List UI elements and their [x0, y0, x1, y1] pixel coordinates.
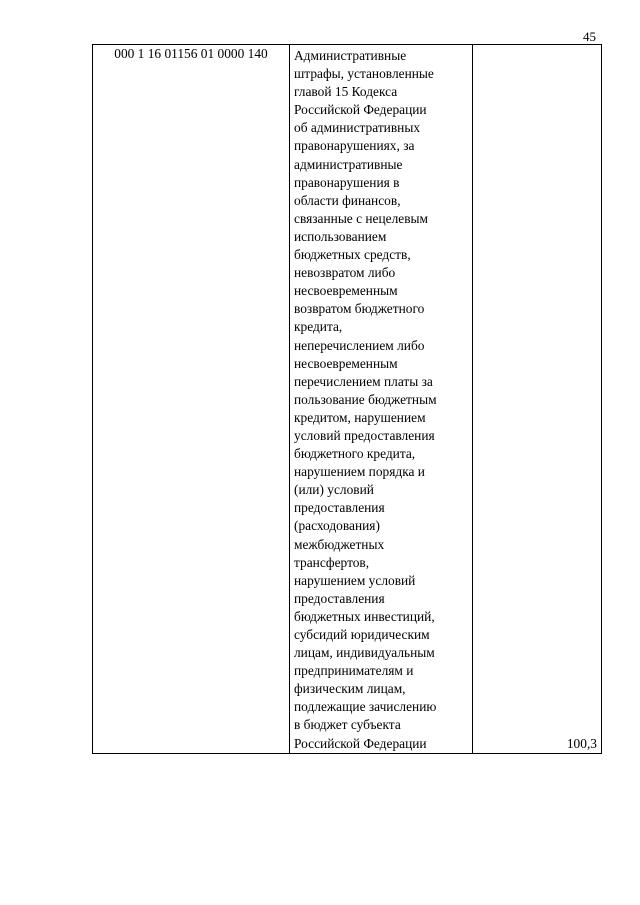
revenue-name-line: Административные	[294, 48, 407, 63]
revenue-name-line: бюджетных инвестиций,	[294, 608, 435, 624]
revenue-name-line: условий предоставления	[294, 427, 435, 443]
revenue-name-line: межбюджетных	[294, 536, 385, 552]
revenue-name-line: штрафы, установленные	[294, 66, 434, 82]
revenue-name-line: лицам, индивидуальным	[294, 645, 435, 661]
revenue-name-line: невозвратом либо	[294, 265, 396, 281]
revenue-name-line: административные	[294, 156, 403, 172]
budget-classification-code: 000 1 16 01156 01 0000 140	[93, 45, 290, 754]
revenue-name-line: предоставления	[294, 590, 385, 606]
revenue-name-line: связанные с нецелевым	[294, 210, 429, 226]
revenue-name-line: (расходования)	[294, 518, 380, 534]
revenue-name-line: главой 15 Кодекса	[294, 84, 398, 100]
revenue-name-line: физическим лицам,	[294, 681, 406, 697]
revenue-name-line: об административных	[294, 120, 421, 136]
revenue-name-line: Российской Федерации	[294, 735, 427, 751]
revenue-name-line: неперечислением либо	[294, 337, 425, 353]
revenue-name-cell	[290, 45, 473, 754]
revenue-name-line: подлежащие зачислению	[294, 699, 437, 715]
revenue-name-line: правонарушения в	[294, 174, 400, 190]
revenue-name-line: несвоевременным	[294, 283, 398, 299]
revenue-name-line: перечислением платы за	[294, 373, 433, 389]
revenue-name-line: пользование бюджетным	[294, 391, 437, 407]
revenue-name-line: Российской Федерации	[294, 102, 427, 118]
revenue-name-line: нарушением условий	[294, 572, 416, 588]
revenue-name-line: кредитом, нарушением	[294, 409, 426, 425]
revenue-name-line: возвратом бюджетного	[294, 301, 425, 317]
revenue-name-line: кредита,	[294, 319, 343, 335]
amount-cell: 100,3	[473, 45, 602, 754]
revenue-name-line: предоставления	[294, 500, 385, 516]
revenue-name-line: субсидий юридическим	[294, 627, 430, 642]
revenue-name-line: в бюджет субъекта	[294, 717, 401, 733]
revenue-name-line: бюджетного кредита,	[294, 446, 416, 462]
revenue-name-line: трансфертов,	[294, 554, 370, 570]
budget-table	[92, 44, 602, 754]
revenue-name-line: несвоевременным	[294, 355, 398, 371]
revenue-name-line: предпринимателям и	[294, 663, 414, 679]
table-row	[93, 45, 602, 754]
revenue-name-line: (или) условий	[294, 482, 374, 498]
revenue-name-line: области финансов,	[294, 192, 401, 208]
page-number: 45	[583, 29, 596, 44]
revenue-name-line: правонарушениях, за	[294, 138, 415, 154]
revenue-name-line: нарушением порядка и	[294, 464, 425, 480]
revenue-name-line: использованием	[294, 228, 387, 244]
revenue-name-line: бюджетных средств,	[294, 247, 411, 263]
